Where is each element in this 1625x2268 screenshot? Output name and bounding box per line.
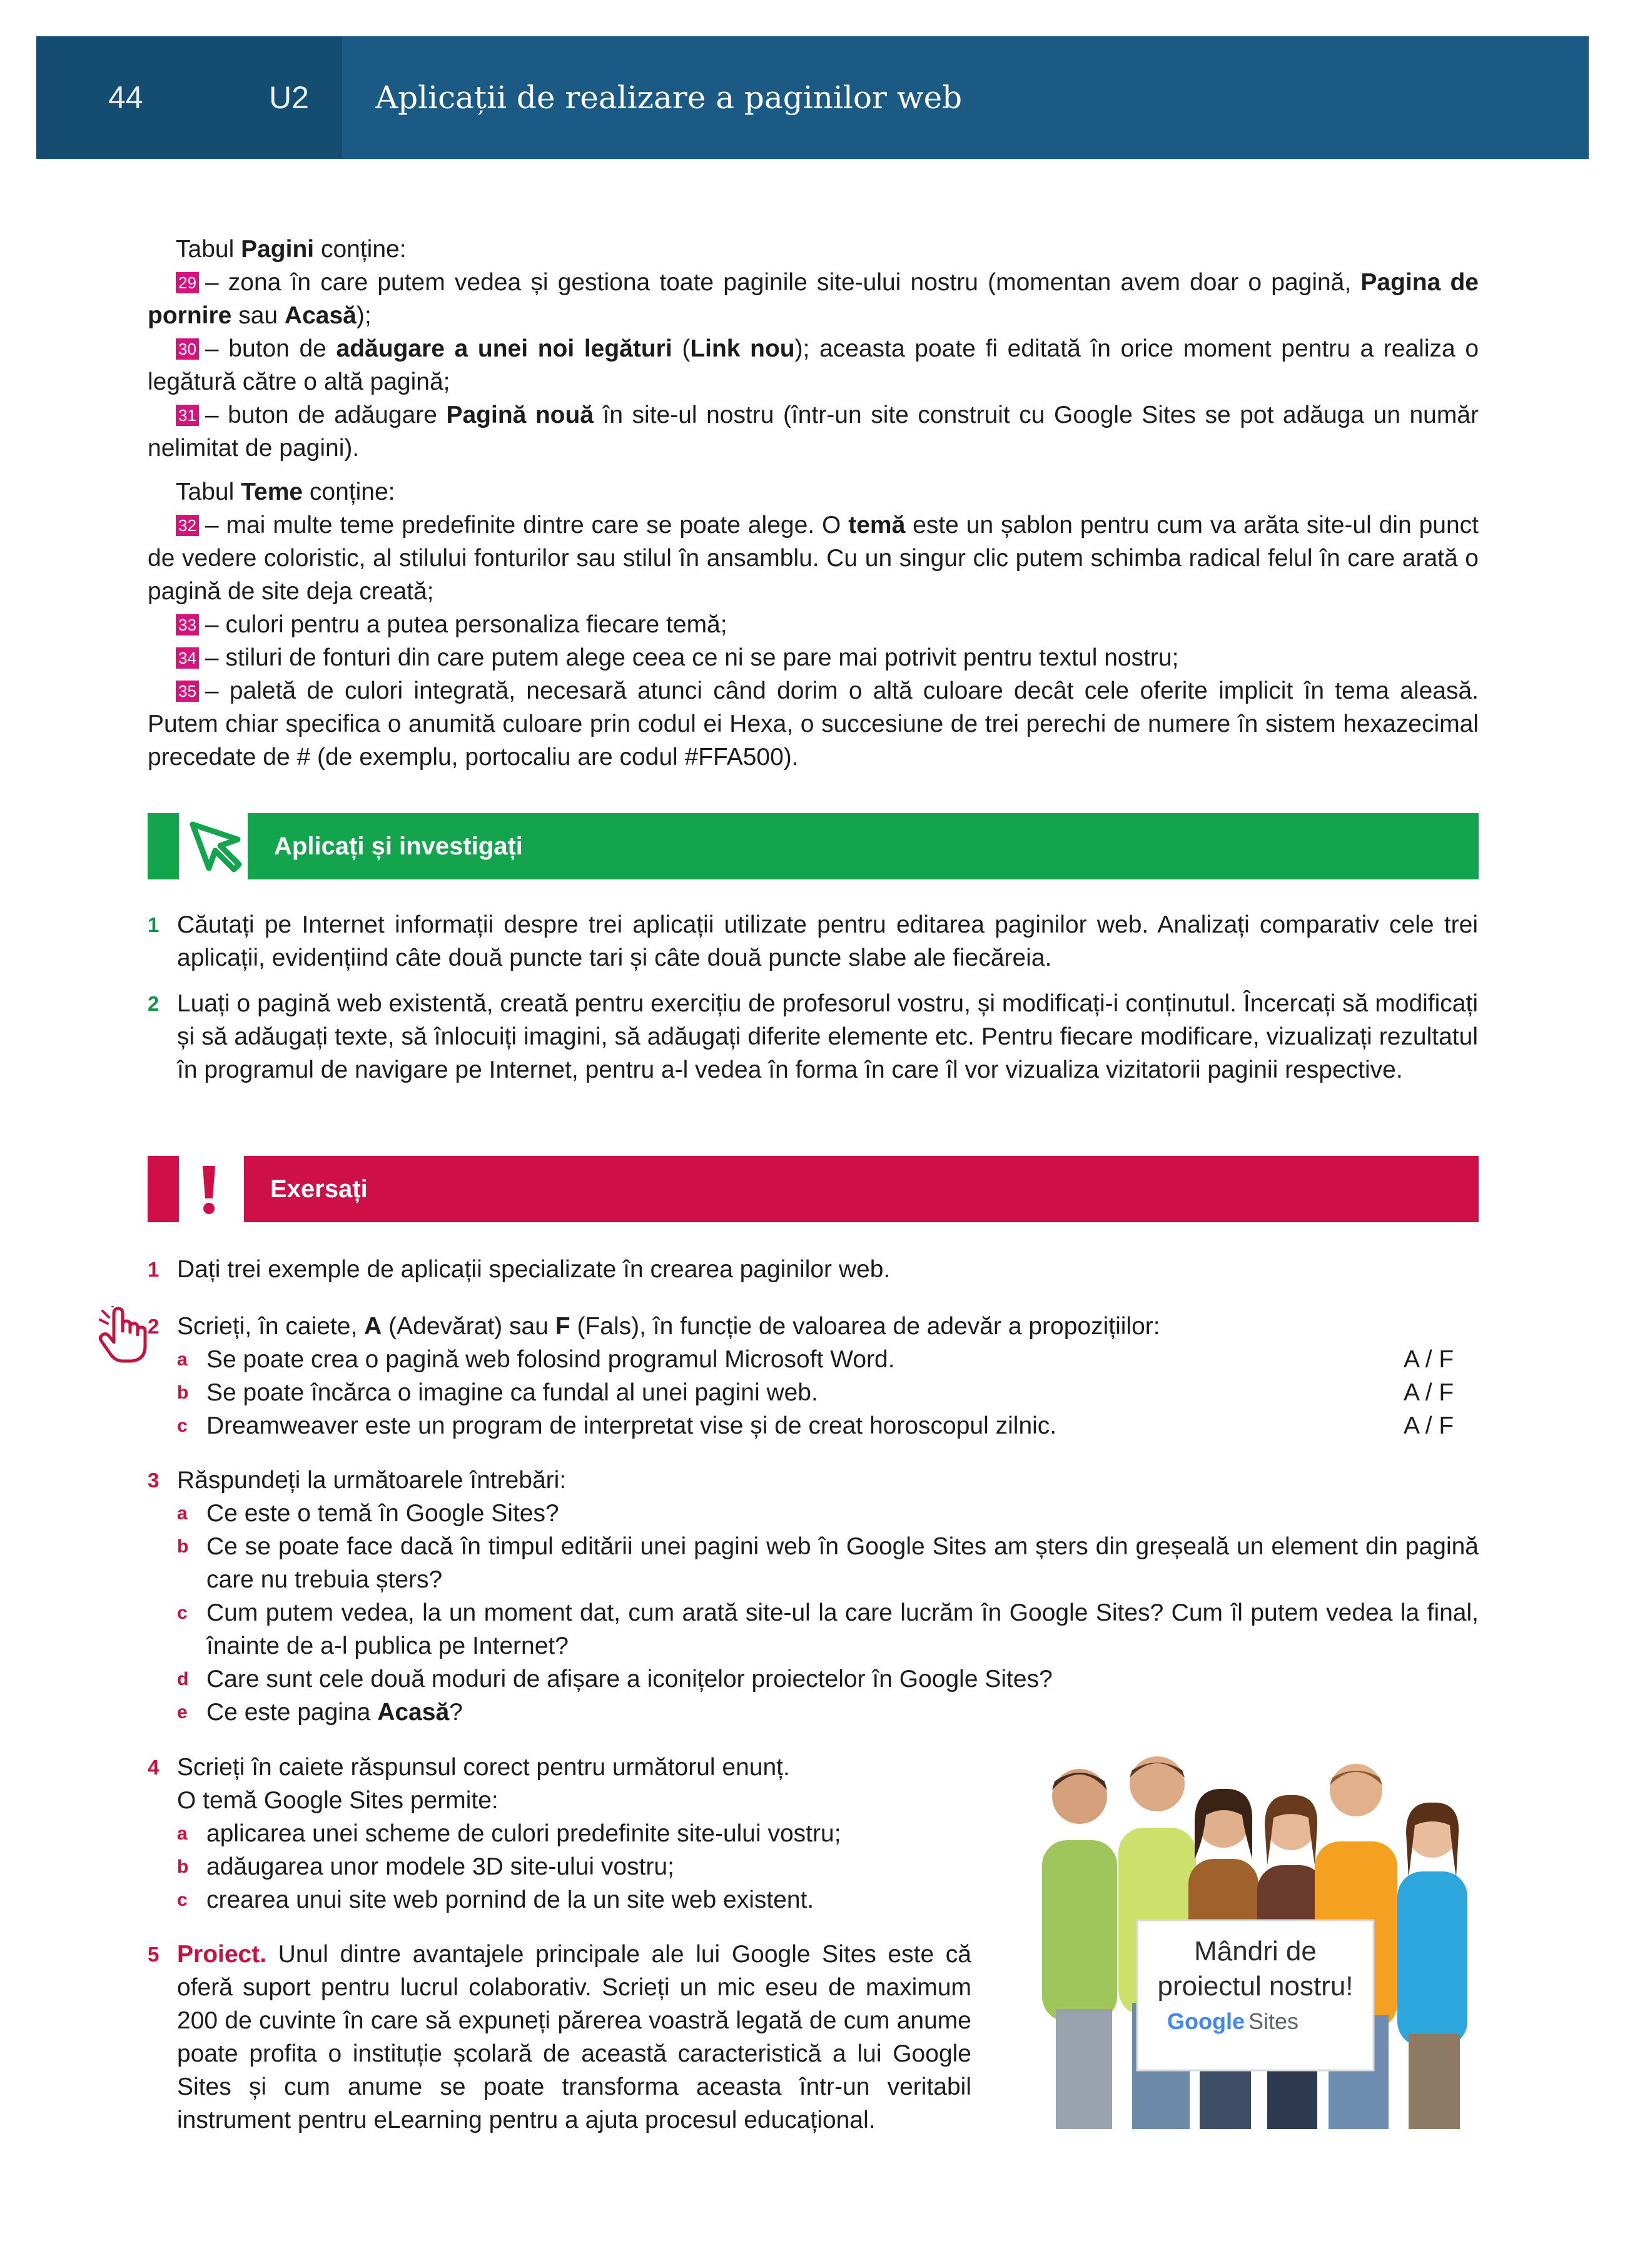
callout-tag-33: 33: [176, 614, 199, 635]
exercise-5-number: 5: [148, 1943, 159, 1966]
exercise-2b: Se poate încărca o imagine ca fundal al unei pagini web.: [206, 1379, 818, 1406]
exercise-3a: Ce este o temă în Google Sites?: [206, 1500, 559, 1527]
exercise-3c-letter: c: [177, 1602, 188, 1623]
unit-label: U2: [269, 80, 309, 115]
exercise-3d: Care sunt cele două moduri de afișare a iconițelor proiectelor în Google Sites?: [206, 1666, 1053, 1693]
callout-tag-34: 34: [176, 647, 199, 669]
sign-line-1: Mândri de: [1194, 1936, 1317, 1967]
students-photo: [1025, 1753, 1485, 2129]
exercise-2a-letter: a: [177, 1349, 188, 1370]
exercise-3c: Cum putem vedea, la un moment dat, cum arată site-ul la care lucrăm în Google Sites? Cum îl putem vedea la final, înainte de a-l publica pe Internet?: [206, 1599, 1479, 1659]
themes-tab-intro: Tabul Teme conține:: [176, 478, 395, 505]
exercise-3b: Ce se poate face dacă în timpul editării unei pagini web în Google Sites am șters din greșeală un element din pagină care nu trebuia șters?: [206, 1533, 1479, 1593]
themes-item-32: 32 – mai multe teme predefinite dintre care se poate alege. O temă este un șablon pentru cum va arăta site-ul din punct de vedere coloristic, al stilului fonturilor sau stilul în ansamblu. Cu un singur clic putem schimba radical felul în care arată o pagină de site deja creată;: [148, 512, 1479, 605]
sites-label: Sites: [1248, 2008, 1299, 2034]
themes-item-34: 34 – stiluri de fonturi din care putem alege ceea ce ni se pare mai potrivit pentru textul nostru;: [148, 641, 1479, 674]
themes-item-33: 33 – culori pentru a putea personaliza fiecare temă;: [148, 608, 1479, 641]
exercise-3: Răspundeți la următoarele întrebări:: [177, 1467, 567, 1494]
apply-item-2: Luați o pagină web existentă, creată pentru exercițiu de profesorul vostru, și modificați-i conținutul. Încercați să modificați și să adăugați texte, să înlocuiți imagini, să adăugați diferite elemente etc. Pentru fiecare modificare, vizualizați rezultatul în programul de navigare pe Internet, pentru a-l vedea în forma în care îl vor vizualiza vizitatorii paginii respective.: [177, 990, 1478, 1083]
chapter-title: Aplicații de realizare a paginilor web: [375, 79, 963, 116]
callout-tag-30: 30: [176, 338, 199, 360]
exercise-4: Scrieți în caiete răspunsul corect pentru următorul enunț.: [177, 1754, 790, 1781]
exercise-2: Scrieți, în caiete, A (Adevărat) sau F (Fals), în funcție de valoarea de adevăr a propozițiilor:: [177, 1313, 1160, 1340]
cursor-arrow-icon: [186, 818, 243, 874]
project-sign: [1137, 1920, 1374, 2070]
exercise-3a-letter: a: [177, 1503, 188, 1524]
page-number: 44: [108, 80, 143, 115]
hand-pointer-icon: [96, 1306, 148, 1364]
exercise-section-banner: [148, 1156, 1479, 1222]
exercise-4-statement: O temă Google Sites permite:: [177, 1787, 499, 1814]
exercise-2c-letter: c: [177, 1415, 188, 1436]
apply-section-title: Aplicați și investigați: [274, 833, 523, 860]
exercise-4b: adăugarea unor modele 3D site-ului vostru;: [206, 1853, 674, 1880]
exercise-3b-letter: b: [177, 1536, 189, 1557]
exclamation-icon: [198, 1165, 220, 1215]
apply-item-2-number: 2: [148, 992, 159, 1015]
exercise-4c-letter: c: [177, 1890, 188, 1910]
pages-item-29: 29 – zona în care putem vedea și gestiona toate paginile site-ului nostru (momentan avem doar o pagină, Pagina de pornire sau Acasă);: [148, 269, 1479, 329]
themes-item-35: 35 – paletă de culori integrată, necesară atunci când dorim o altă culoare decât cele oferite implicit în tema aleasă. Putem chiar specifica o anumită culoare prin codul ei Hexa, o succesiune de trei perechi de numere în sistem hexazecimal precedate de # (de exemplu, portocaliu are codul #FFA500).: [148, 677, 1479, 771]
exercise-1-number: 1: [148, 1258, 159, 1281]
exercise-2c: Dreamweaver este un program de interpretat vise și de creat horoscopul zilnic.: [206, 1412, 1057, 1439]
exercise-4a-letter: a: [177, 1823, 188, 1844]
exercise-2b-letter: b: [177, 1382, 189, 1403]
exercise-1: Dați trei exemple de aplicații specializate în crearea paginilor web.: [177, 1256, 891, 1283]
exercise-5: Proiect. Unul dintre avantajele principale ale lui Google Sites este că oferă suport pentru lucrul colaborativ. Scrieți un mic eseu de maximum 200 de cuvinte în care să expuneți părerea voastră legată de cum anume poate profita o instituție școlară de această caracteristică a lui Google Sites și cum anume se poate transforma aceasta într-un veritabil instrument pentru eLearning pentru a ajuta procesul educațional.: [177, 1941, 971, 2134]
apply-section-banner: [148, 813, 1479, 879]
callout-tag-32: 32: [176, 515, 199, 536]
exercise-section-title: Exersați: [270, 1175, 368, 1203]
exercise-4-number: 4: [148, 1756, 159, 1779]
apply-item-1-number: 1: [148, 913, 159, 936]
exercise-4c: crearea unui site web pornind de la un site web existent.: [206, 1886, 814, 1913]
exercise-3e-letter: e: [177, 1702, 188, 1723]
exercise-3d-letter: d: [177, 1669, 189, 1689]
exercise-2c-answer: A / F: [1404, 1412, 1454, 1439]
exercise-2-number: 2: [148, 1315, 159, 1338]
callout-tag-29: 29: [176, 272, 199, 293]
callout-tag-35: 35: [176, 681, 199, 702]
exercise-4b-letter: b: [177, 1856, 189, 1877]
pages-item-30: 30 – buton de adăugare a unei noi legături (Link nou); aceasta poate fi editată în orice moment pentru a realiza o legătură către o altă pagină;: [148, 335, 1479, 395]
pages-item-31: 31 – buton de adăugare Pagină nouă în site-ul nostru (într-un site construit cu Google Sites se pot adăuga un număr nelimitat de pagini).: [148, 402, 1479, 462]
page-header: [36, 36, 1589, 159]
exercise-3e: Ce este pagina Acasă?: [206, 1699, 463, 1726]
sign-line-2: proiectul nostru!: [1157, 1971, 1354, 2002]
apply-item-1: Căutați pe Internet informații despre trei aplicații utilizate pentru editarea paginilor web. Analizați comparativ cele trei aplicații, evidențiind câte două puncte tari și câte două puncte slabe ale fiecăreia.: [177, 911, 1478, 971]
exercise-2b-answer: A / F: [1404, 1379, 1454, 1406]
exercise-2a: Se poate crea o pagină web folosind programul Microsoft Word.: [206, 1346, 895, 1373]
exercise-4a: aplicarea unei scheme de culori predefinite site-ului vostru;: [206, 1820, 841, 1847]
exercise-3-number: 3: [148, 1469, 159, 1492]
google-logo: Google: [1167, 2008, 1245, 2034]
callout-tag-31: 31: [176, 405, 199, 426]
pages-tab-intro: Tabul Pagini conține:: [176, 236, 407, 263]
exercise-2a-answer: A / F: [1404, 1346, 1454, 1373]
